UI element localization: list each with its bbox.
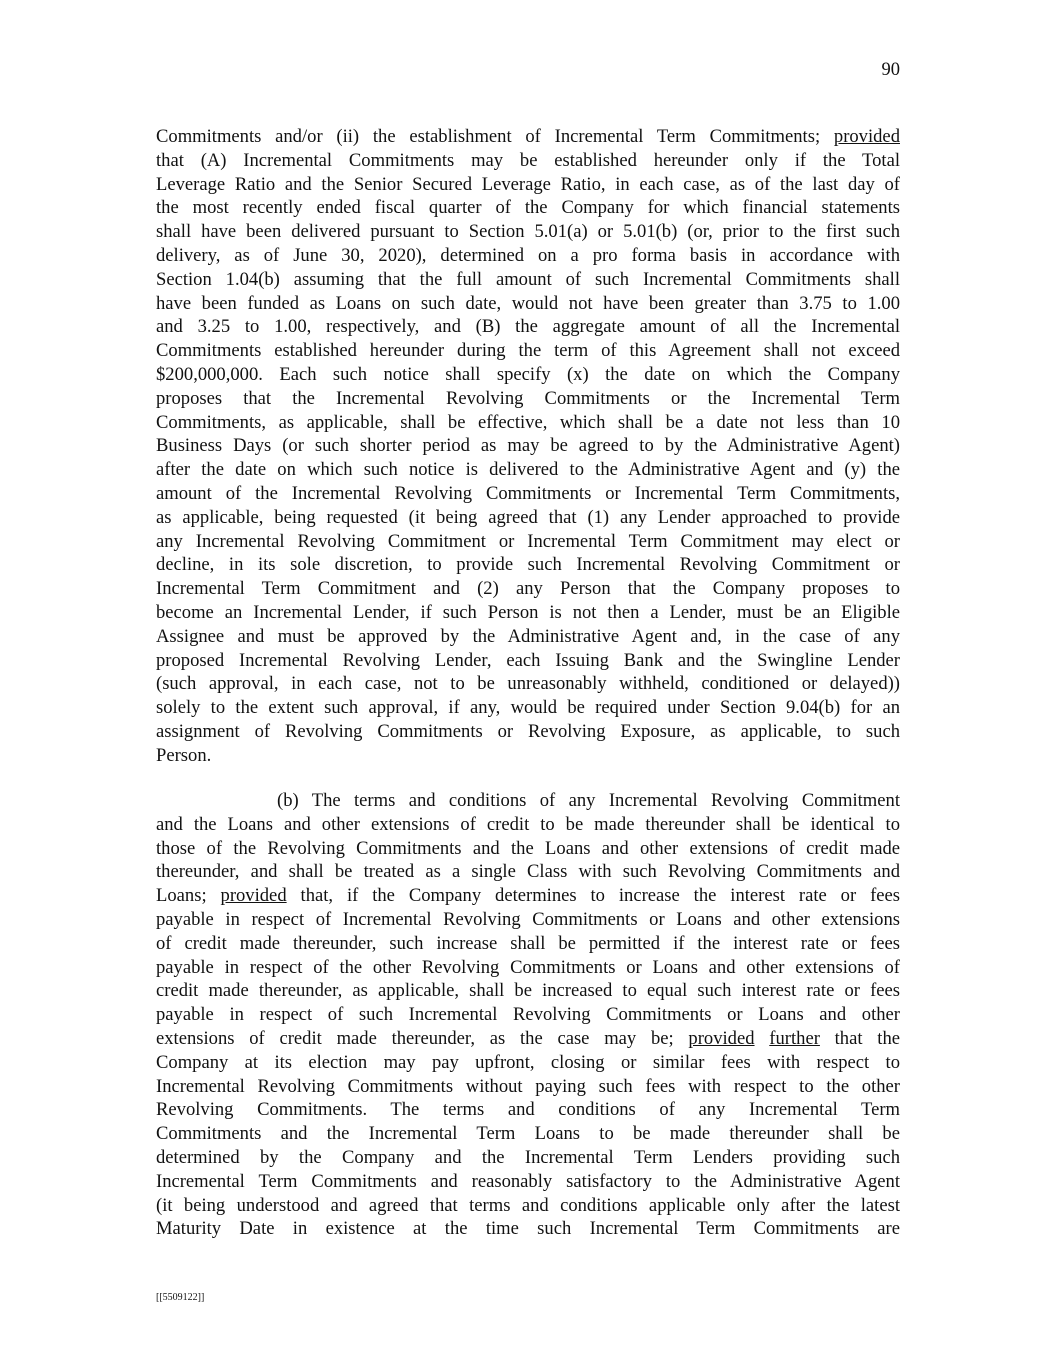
text-line — [156, 196, 900, 220]
text-line — [156, 411, 900, 435]
text-line — [156, 649, 900, 673]
text-segment: the most recently ended fiscal quarter of the Company for which financial statements — [156, 197, 900, 219]
text-line — [156, 530, 900, 554]
text-line — [156, 577, 900, 601]
text-line — [156, 720, 900, 744]
text-segment: those of the Revolving Commitments and the Loans and other extensions of credit made — [156, 837, 900, 859]
underlined-term: further — [769, 1027, 820, 1049]
text-segment: payable in respect of such Incremental Revolving Commitments or Loans and other — [156, 1004, 900, 1026]
text-segment: Incremental Revolving Commitments without paying such fees with respect to the other — [156, 1075, 900, 1097]
text-segment: Commitments established hereunder during the term of this Agreement shall not exceed — [156, 340, 900, 362]
text-segment: have been funded as Loans on such date, would not have been greater than 3.75 to 1.00 — [156, 292, 900, 314]
text-line — [156, 125, 900, 149]
text-line — [156, 979, 900, 1003]
text-line — [156, 932, 900, 956]
text-segment: payable in respect of the other Revolving Commitments or Loans and other extensions of — [156, 956, 900, 978]
text-line — [156, 956, 900, 980]
text-line — [156, 601, 900, 625]
text-segment: solely to the extent such approval, if any, would be required under Section 9.04(b) for an — [156, 697, 900, 719]
text-segment: after the date on which such notice is delivered to the Administrative Agent and (y) the — [156, 459, 900, 481]
text-segment: that the — [819, 1027, 900, 1049]
text-segment: amount of the Incremental Revolving Commitments or Incremental Term Commitments, — [156, 482, 900, 504]
text-segment: extensions of credit made thereunder, as the case may be; — [156, 1027, 689, 1049]
text-line — [156, 789, 900, 813]
text-line — [156, 268, 900, 292]
text-line — [156, 387, 900, 411]
text-line — [156, 1098, 900, 1122]
text-segment: payable in respect of Incremental Revolving Commitments or Loans and other extensions — [156, 909, 900, 930]
text-segment: decline, in its sole discretion, to provide such Incremental Revolving Commitment or — [156, 554, 900, 576]
text-line — [156, 1146, 900, 1170]
text-line — [156, 292, 900, 316]
text-line — [156, 672, 900, 696]
text-line — [156, 884, 900, 908]
text-segment: become an Incremental Lender, if such Person is not then a Lender, must be an Eligible — [156, 601, 900, 623]
text-line — [156, 339, 900, 363]
text-segment: credit made thereunder, as applicable, shall be increased to equal such interest rate or fees — [156, 980, 900, 1002]
text-line — [156, 315, 900, 339]
text-segment: Revolving Commitments. The terms and conditions of any Incremental Term — [156, 1099, 900, 1121]
text-line — [156, 173, 900, 197]
text-segment: any Incremental Revolving Commitment or Incremental Term Commitment may elect or — [156, 530, 900, 552]
text-segment: (such approval, in each case, not to be unreasonably withheld, conditioned or delayed)) — [156, 673, 900, 695]
text-segment: that (A) Incremental Commitments may be established hereunder only if the Total — [156, 149, 900, 171]
underlined-term: provided — [833, 126, 900, 147]
text-segment: and 3.25 to 1.00, respectively, and (B) the aggregate amount of all the Incremental — [156, 316, 900, 338]
paragraph — [156, 125, 900, 768]
text-line — [156, 1194, 900, 1218]
text-segment: determined by the Company and the Incremental Term Lenders providing such — [156, 1146, 900, 1168]
text-line — [156, 813, 900, 837]
text-segment: that, if the Company determines to increase the interest rate or fees — [286, 885, 900, 907]
text-segment: delivery, as of June 30, 2020), determined on a pro forma basis in accordance with — [156, 244, 900, 266]
underlined-term: provided — [220, 885, 287, 907]
text-segment: $200,000,000. Each such notice shall specify (x) the date on which the Company — [156, 363, 900, 385]
text-segment: Commitments and the Incremental Term Loans to be made thereunder shall be — [156, 1123, 900, 1145]
text-line — [156, 744, 900, 768]
text-line — [156, 908, 900, 932]
text-line — [156, 244, 900, 268]
text-segment: (b) The terms and conditions of any Incremental Revolving Commitment — [277, 790, 900, 812]
text-segment: shall have been delivered pursuant to Section 5.01(a) or 5.01(b) (or, prior to the first such — [156, 221, 900, 243]
text-line — [156, 434, 900, 458]
text-segment: of credit made thereunder, such increase shall be permitted if the interest rate or fees — [156, 932, 900, 954]
text-segment: Maturity Date in existence at the time such Incremental Term Commitments are — [156, 1218, 900, 1240]
text-line — [156, 1122, 900, 1146]
text-segment: as applicable, being requested (it being agreed that (1) any Lender approached to provide — [156, 506, 900, 528]
text-line — [156, 1051, 900, 1075]
text-line — [156, 696, 900, 720]
text-line — [156, 363, 900, 387]
text-segment: Commitments and/or (ii) the establishment of Incremental Term Commitments; — [156, 126, 834, 147]
text-segment: Loans; — [156, 885, 221, 907]
text-segment: Assignee and must be approved by the Administrative Agent and, in the case of any — [156, 625, 900, 647]
text-segment: Company at its election may pay upfront, closing or similar fees with respect to — [156, 1051, 900, 1073]
text-line — [156, 1003, 900, 1027]
text-segment: thereunder, and shall be treated as a single Class with such Revolving Commitments and — [156, 861, 900, 883]
text-line — [156, 553, 900, 577]
text-line — [156, 1075, 900, 1099]
text-line — [156, 837, 900, 861]
text-line — [156, 625, 900, 649]
text-line — [156, 860, 900, 884]
text-segment: Business Days (or such shorter period as may be agreed to by the Administrative Agent) — [156, 435, 900, 457]
text-line — [156, 458, 900, 482]
text-segment: (it being understood and agreed that terms and conditions applicable only after the latest — [156, 1194, 900, 1216]
text-line — [156, 149, 900, 173]
underlined-term: provided — [688, 1027, 755, 1049]
text-line — [156, 1170, 900, 1194]
document-body — [156, 125, 900, 1263]
text-segment: and the Loans and other extensions of credit to be made thereunder shall be identical to — [156, 813, 900, 835]
text-segment: assignment of Revolving Commitments or Revolving Exposure, as applicable, to such — [156, 720, 900, 742]
document-id-footer: [[5509122]] — [156, 1292, 205, 1303]
text-segment — [755, 1028, 770, 1049]
text-segment: Incremental Term Commitments and reasonably satisfactory to the Administrative Agent — [156, 1170, 900, 1192]
text-segment: Leverage Ratio and the Senior Secured Leverage Ratio, in each case, as of the last day of — [156, 173, 900, 195]
text-segment: Person. — [156, 744, 212, 766]
text-line — [156, 220, 900, 244]
text-segment: proposes that the Incremental Revolving Commitments or the Incremental Term — [156, 387, 900, 409]
text-segment: Incremental Term Commitment and (2) any Person that the Company proposes to — [156, 578, 900, 600]
text-segment: Section 1.04(b) assuming that the full amount of such Incremental Commitments shall — [156, 268, 900, 290]
text-segment: Commitments, as applicable, shall be effective, which shall be a date not less than 10 — [156, 411, 900, 433]
paragraph — [156, 789, 900, 1241]
text-line — [156, 482, 900, 506]
text-line — [156, 1027, 900, 1051]
text-segment: proposed Incremental Revolving Lender, each Issuing Bank and the Swingline Lender — [156, 649, 900, 671]
text-line — [156, 506, 900, 530]
page-number: 90 — [881, 60, 900, 80]
text-line — [156, 1217, 900, 1241]
